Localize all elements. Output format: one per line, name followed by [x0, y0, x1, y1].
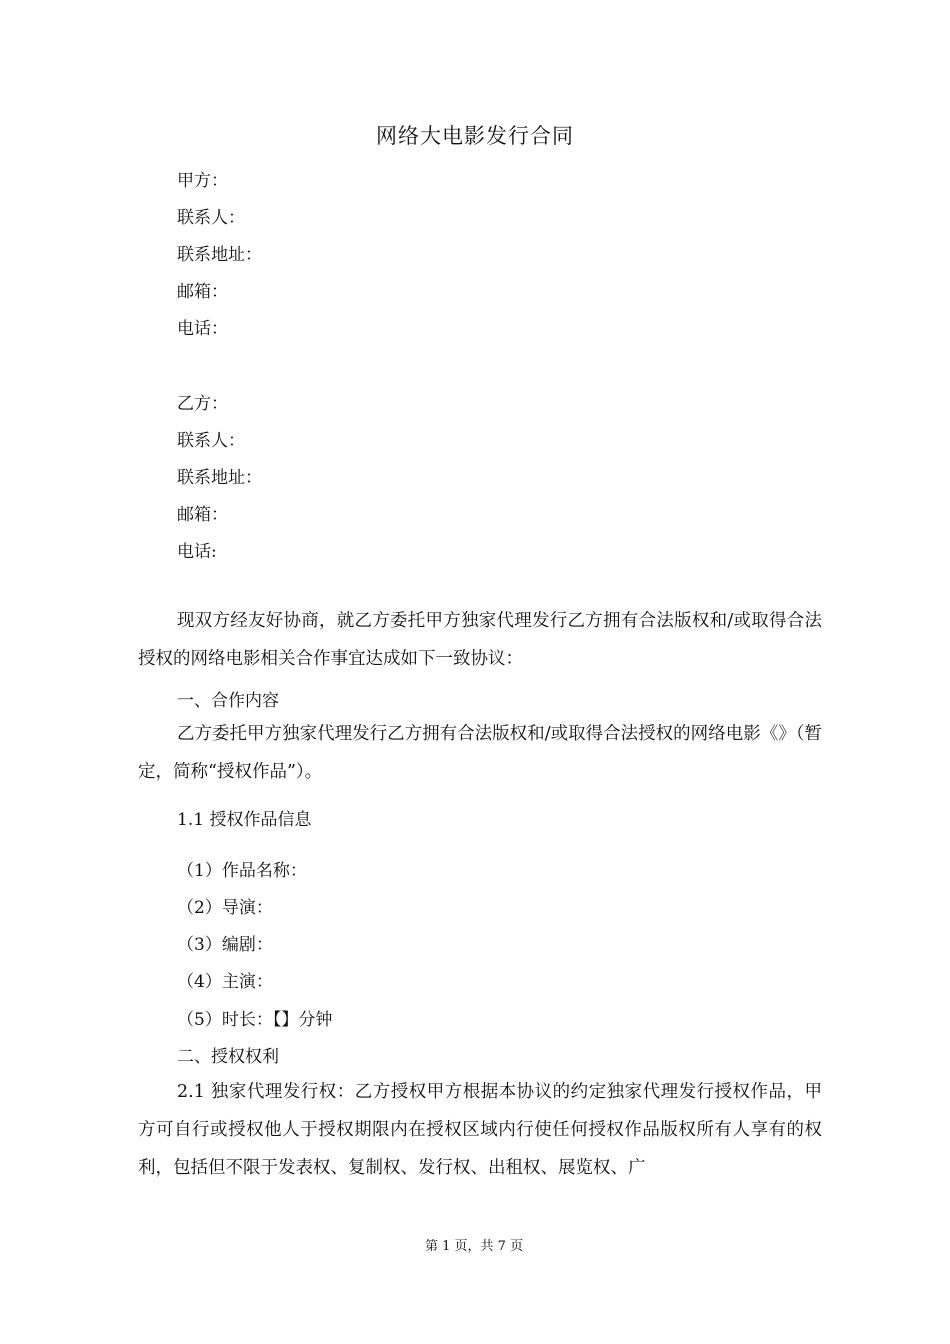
section1-subheading: 1.1 授权作品信息: [177, 810, 312, 830]
party-a-email: 邮箱：: [177, 282, 228, 302]
section2-heading: 二、授权权利: [177, 1047, 279, 1067]
party-b-contact: 联系人：: [177, 431, 245, 451]
intro-paragraph: 现双方经友好协商，就乙方委托甲方独家代理发行乙方拥有合法版权和/或取得合法授权的网络电影相关合作事宜达成如下一致协议：: [138, 611, 822, 669]
party-a-name: 甲方：: [177, 171, 228, 191]
work-info-item: （2）导演：: [177, 898, 273, 918]
party-b-name: 乙方：: [177, 394, 228, 414]
document-title: 网络大电影发行合同: [376, 124, 574, 148]
section1-heading: 一、合作内容: [177, 691, 279, 711]
party-b-phone: 电话:: [177, 542, 217, 562]
section1-body: 乙方委托甲方独家代理发行乙方拥有合法版权和/或取得合法授权的网络电影《》（暂定，简称“授权作品”）。: [138, 724, 822, 782]
party-a-contact: 联系人：: [177, 208, 245, 228]
work-info-item: （3）编剧：: [177, 935, 273, 955]
section2-body: 2.1 独家代理发行权：乙方授权甲方根据本协议的约定独家代理发行授权作品，甲方可自行或授权他人于授权期限内在授权区域内行使任何授权作品版权所有人享有的权利，包括但不限于发表权、复制权、发行权、出租权、展览权、广: [138, 1082, 822, 1178]
page-number-footer: 第 1 页，共 7 页: [425, 1239, 524, 1254]
party-a-phone: 电话：: [177, 319, 228, 339]
work-info-item: （4）主演：: [177, 972, 273, 992]
party-a-address: 联系地址：: [177, 245, 262, 265]
work-info-item: （5）时长：【】分钟: [177, 1010, 333, 1030]
work-info-item: （1）作品名称：: [177, 861, 307, 881]
party-b-address: 联系地址：: [177, 468, 262, 488]
party-b-email: 邮箱：: [177, 505, 228, 525]
